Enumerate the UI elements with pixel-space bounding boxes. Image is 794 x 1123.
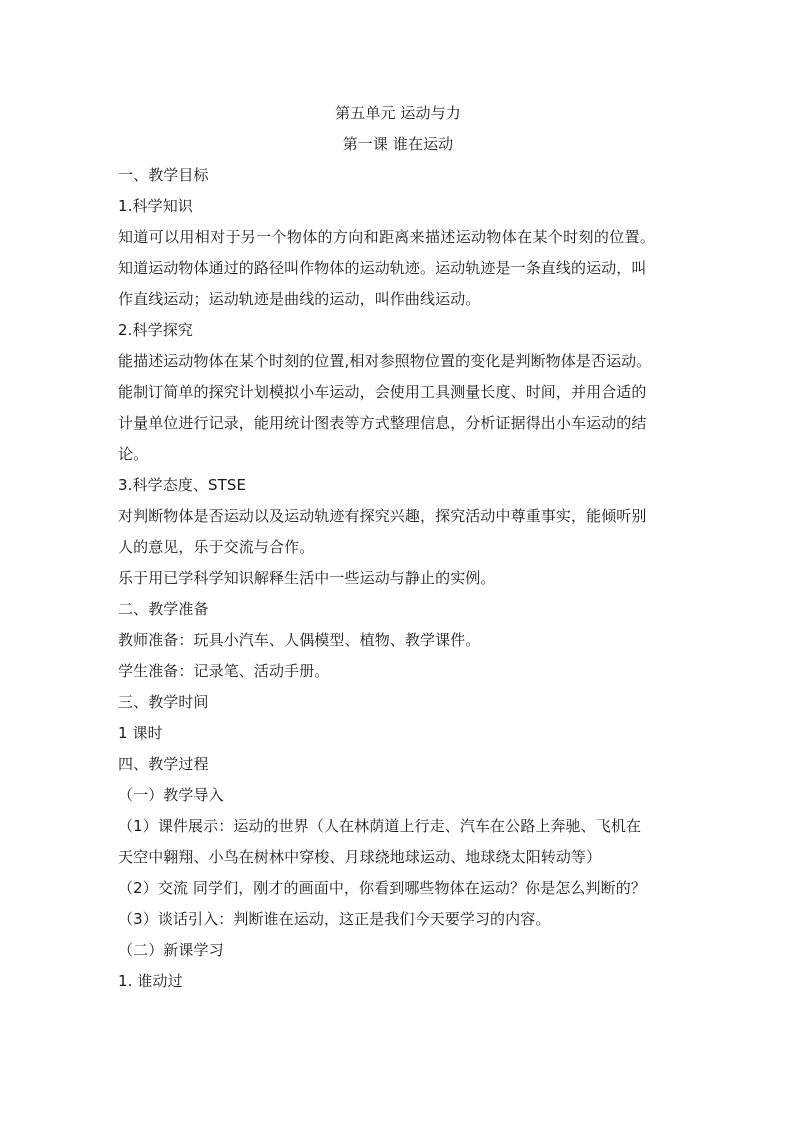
paragraph-line: 学生准备：记录笔、活动手册。 xyxy=(118,662,330,680)
paragraph-line: （1）课件展示：运动的世界（人在林荫道上行走、汽车在公路上奔驰、飞机在 xyxy=(118,817,642,835)
paragraph-line: （2）交流 同学们，刚才的画面中，你看到哪些物体在运动？你是怎么判断的？ xyxy=(118,879,646,897)
paragraph-line: 知道可以用相对于另一个物体的方向和距离来描述运动物体在某个时刻的位置。 xyxy=(118,228,656,246)
paragraph-line: （3）谈话引入：判断谁在运动，这正是我们今天要学习的内容。 xyxy=(118,910,551,928)
lesson-title: 第一课 谁在运动 xyxy=(342,135,454,153)
subheading-introduction: （一）教学导入 xyxy=(118,786,224,804)
section-heading-preparation: 二、教学准备 xyxy=(118,600,209,618)
paragraph-line: 人的意见，乐于交流与合作。 xyxy=(118,538,315,556)
subheading-inquiry: 2.科学探究 xyxy=(118,321,193,339)
paragraph-line: 1. 谁动过 xyxy=(118,972,183,990)
paragraph-line: 能描述运动物体在某个时刻的位置,相对参照物位置的变化是判断物体是否运动。 xyxy=(118,352,652,370)
paragraph-line: 论。 xyxy=(118,445,149,463)
paragraph-line: 教师准备：玩具小汽车、人偶模型、植物、教学课件。 xyxy=(118,631,481,649)
paragraph-line: 天空中翱翔、小鸟在树林中穿梭、月球绕地球运动、地球绕太阳转动等） xyxy=(118,848,602,866)
paragraph-line: 乐于用已学科学知识解释生活中一些运动与静止的实例。 xyxy=(118,569,496,587)
subheading-attitude: 3.科学态度、STSE xyxy=(118,476,247,494)
paragraph-line: 对判断物体是否运动以及运动轨迹有探究兴趣，探究活动中尊重事实，能倾听别 xyxy=(118,507,647,525)
paragraph-line: 作直线运动；运动轨迹是曲线的运动，叫作曲线运动。 xyxy=(118,290,481,308)
paragraph-line: 知道运动物体通过的路径叫作物体的运动轨迹。运动轨迹是一条直线的运动，叫 xyxy=(118,259,647,277)
subheading-knowledge: 1.科学知识 xyxy=(118,197,193,215)
section-heading-process: 四、教学过程 xyxy=(118,755,209,773)
unit-title: 第五单元 运动与力 xyxy=(335,104,461,122)
section-heading-goals: 一、教学目标 xyxy=(118,166,209,184)
subheading-new-lesson: （二）新课学习 xyxy=(118,941,224,959)
document-body xyxy=(118,98,688,997)
paragraph-line: 1 课时 xyxy=(118,724,163,742)
section-heading-time: 三、教学时间 xyxy=(118,693,209,711)
paragraph-line: 计量单位进行记录，能用统计图表等方式整理信息，分析证据得出小车运动的结 xyxy=(118,414,647,432)
paragraph-line: 能制订简单的探究计划模拟小车运动，会使用工具测量长度、时间，并用合适的 xyxy=(118,383,647,401)
